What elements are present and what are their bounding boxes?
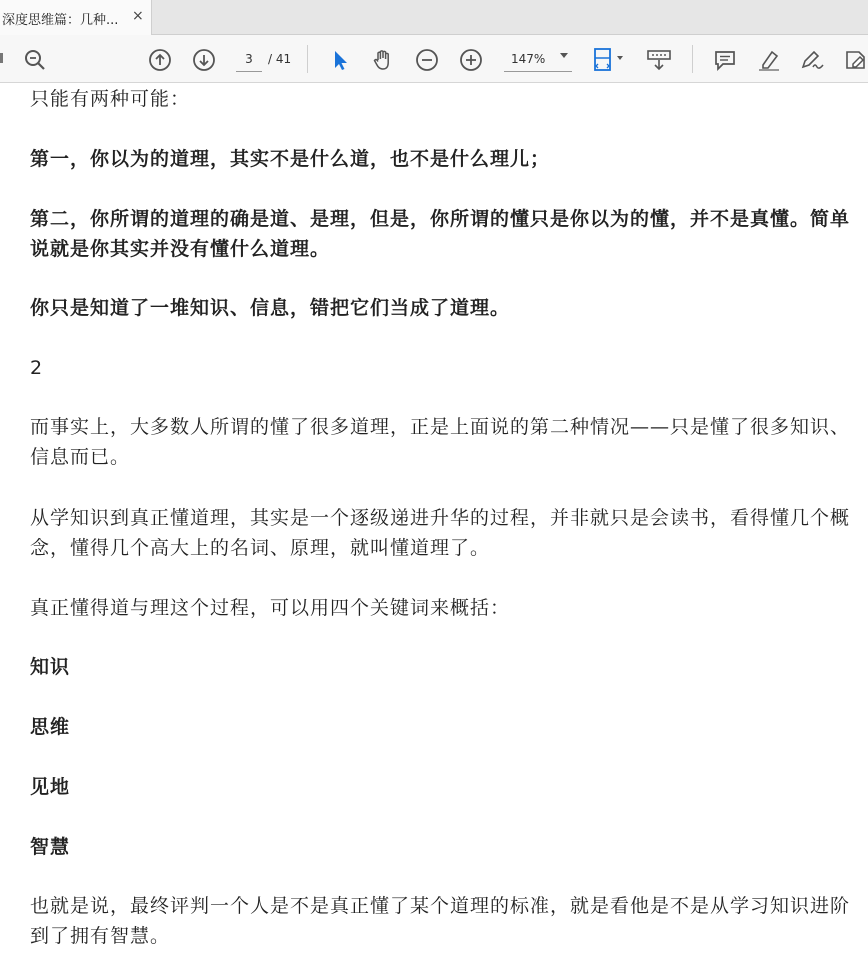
- zoom-in-icon: [459, 48, 483, 72]
- paragraph: 第二，你所谓的道理的确是道、是理，但是，你所谓的懂只是你以为的懂，并不是真懂。简单说就是你其实并没有懂什么道理。: [30, 208, 851, 260]
- keyword: 智慧: [30, 836, 71, 858]
- page-total: / 41: [268, 52, 292, 66]
- toolbar-divider: [692, 45, 693, 73]
- page-up-icon: [148, 48, 172, 72]
- zoom-dropdown[interactable]: [504, 47, 572, 72]
- zoom-out-button[interactable]: [414, 47, 440, 73]
- paragraph: 也就是说，最终评判一个人是不是真正懂了某个道理的标准，就是看他是不是从学习知识进阶到了拥有智慧。: [30, 895, 851, 947]
- collapsed-panel-handle[interactable]: [0, 53, 3, 63]
- more-tools-button[interactable]: [843, 47, 868, 73]
- sign-icon: [799, 48, 825, 72]
- next-page-button[interactable]: [191, 47, 217, 73]
- page-down-icon: [192, 48, 216, 72]
- comment-button[interactable]: [712, 47, 738, 73]
- fit-page-icon: [592, 47, 626, 73]
- paragraph: 只能有两种可能：: [30, 88, 191, 110]
- document-tab[interactable]: [0, 0, 152, 35]
- search-icon: [23, 48, 47, 72]
- more-tools-icon: [844, 48, 868, 72]
- zoom-value: 147%: [511, 52, 546, 66]
- select-arrow-icon: [328, 48, 352, 72]
- keyword: 思维: [30, 716, 71, 738]
- highlight-button[interactable]: [756, 47, 782, 73]
- search-button[interactable]: [22, 47, 48, 73]
- paragraph: 真正懂得道与理这个过程，可以用四个关键词来概括：: [30, 597, 511, 619]
- scroll-mode-button[interactable]: [646, 47, 672, 73]
- sign-button[interactable]: [799, 47, 825, 73]
- hand-tool-icon: [371, 48, 395, 72]
- chevron-down-icon: [560, 53, 568, 58]
- paragraph: 你只是知道了一堆知识、信息，错把它们当成了道理。: [30, 297, 511, 319]
- comment-icon: [713, 48, 737, 72]
- highlight-icon: [757, 48, 781, 72]
- section-number: 2: [30, 357, 44, 379]
- previous-page-button[interactable]: [147, 47, 173, 73]
- zoom-out-icon: [415, 48, 439, 72]
- select-tool-button[interactable]: [327, 47, 353, 73]
- page-number-input[interactable]: [236, 47, 262, 72]
- paragraph: 而事实上，大多数人所谓的懂了很多道理，正是上面说的第二种情况——只是懂了很多知识、信息而已。: [30, 416, 851, 468]
- paragraph: 第一，你以为的道理，其实不是什么道，也不是什么理儿；: [30, 148, 551, 170]
- keyword: 见地: [30, 776, 71, 798]
- toolbar-divider: [307, 45, 308, 73]
- scroll-mode-icon: [646, 47, 672, 73]
- toolbar: [0, 35, 868, 83]
- document-page[interactable]: [0, 83, 868, 962]
- zoom-in-button[interactable]: [458, 47, 484, 73]
- keyword: 知识: [30, 656, 71, 678]
- tab-bar: [0, 0, 868, 35]
- hand-tool-button[interactable]: [370, 47, 396, 73]
- tab-title: 深度思维篇：几种...: [2, 13, 119, 28]
- tab-close-button[interactable]: ×: [132, 8, 144, 24]
- paragraph: 从学知识到真正懂道理，其实是一个逐级递进升华的过程，并非就只是会读书，看得懂几个概念，懂得几个高大上的名词、原理，就叫懂道理了。: [30, 507, 851, 559]
- fit-page-button[interactable]: [591, 47, 627, 73]
